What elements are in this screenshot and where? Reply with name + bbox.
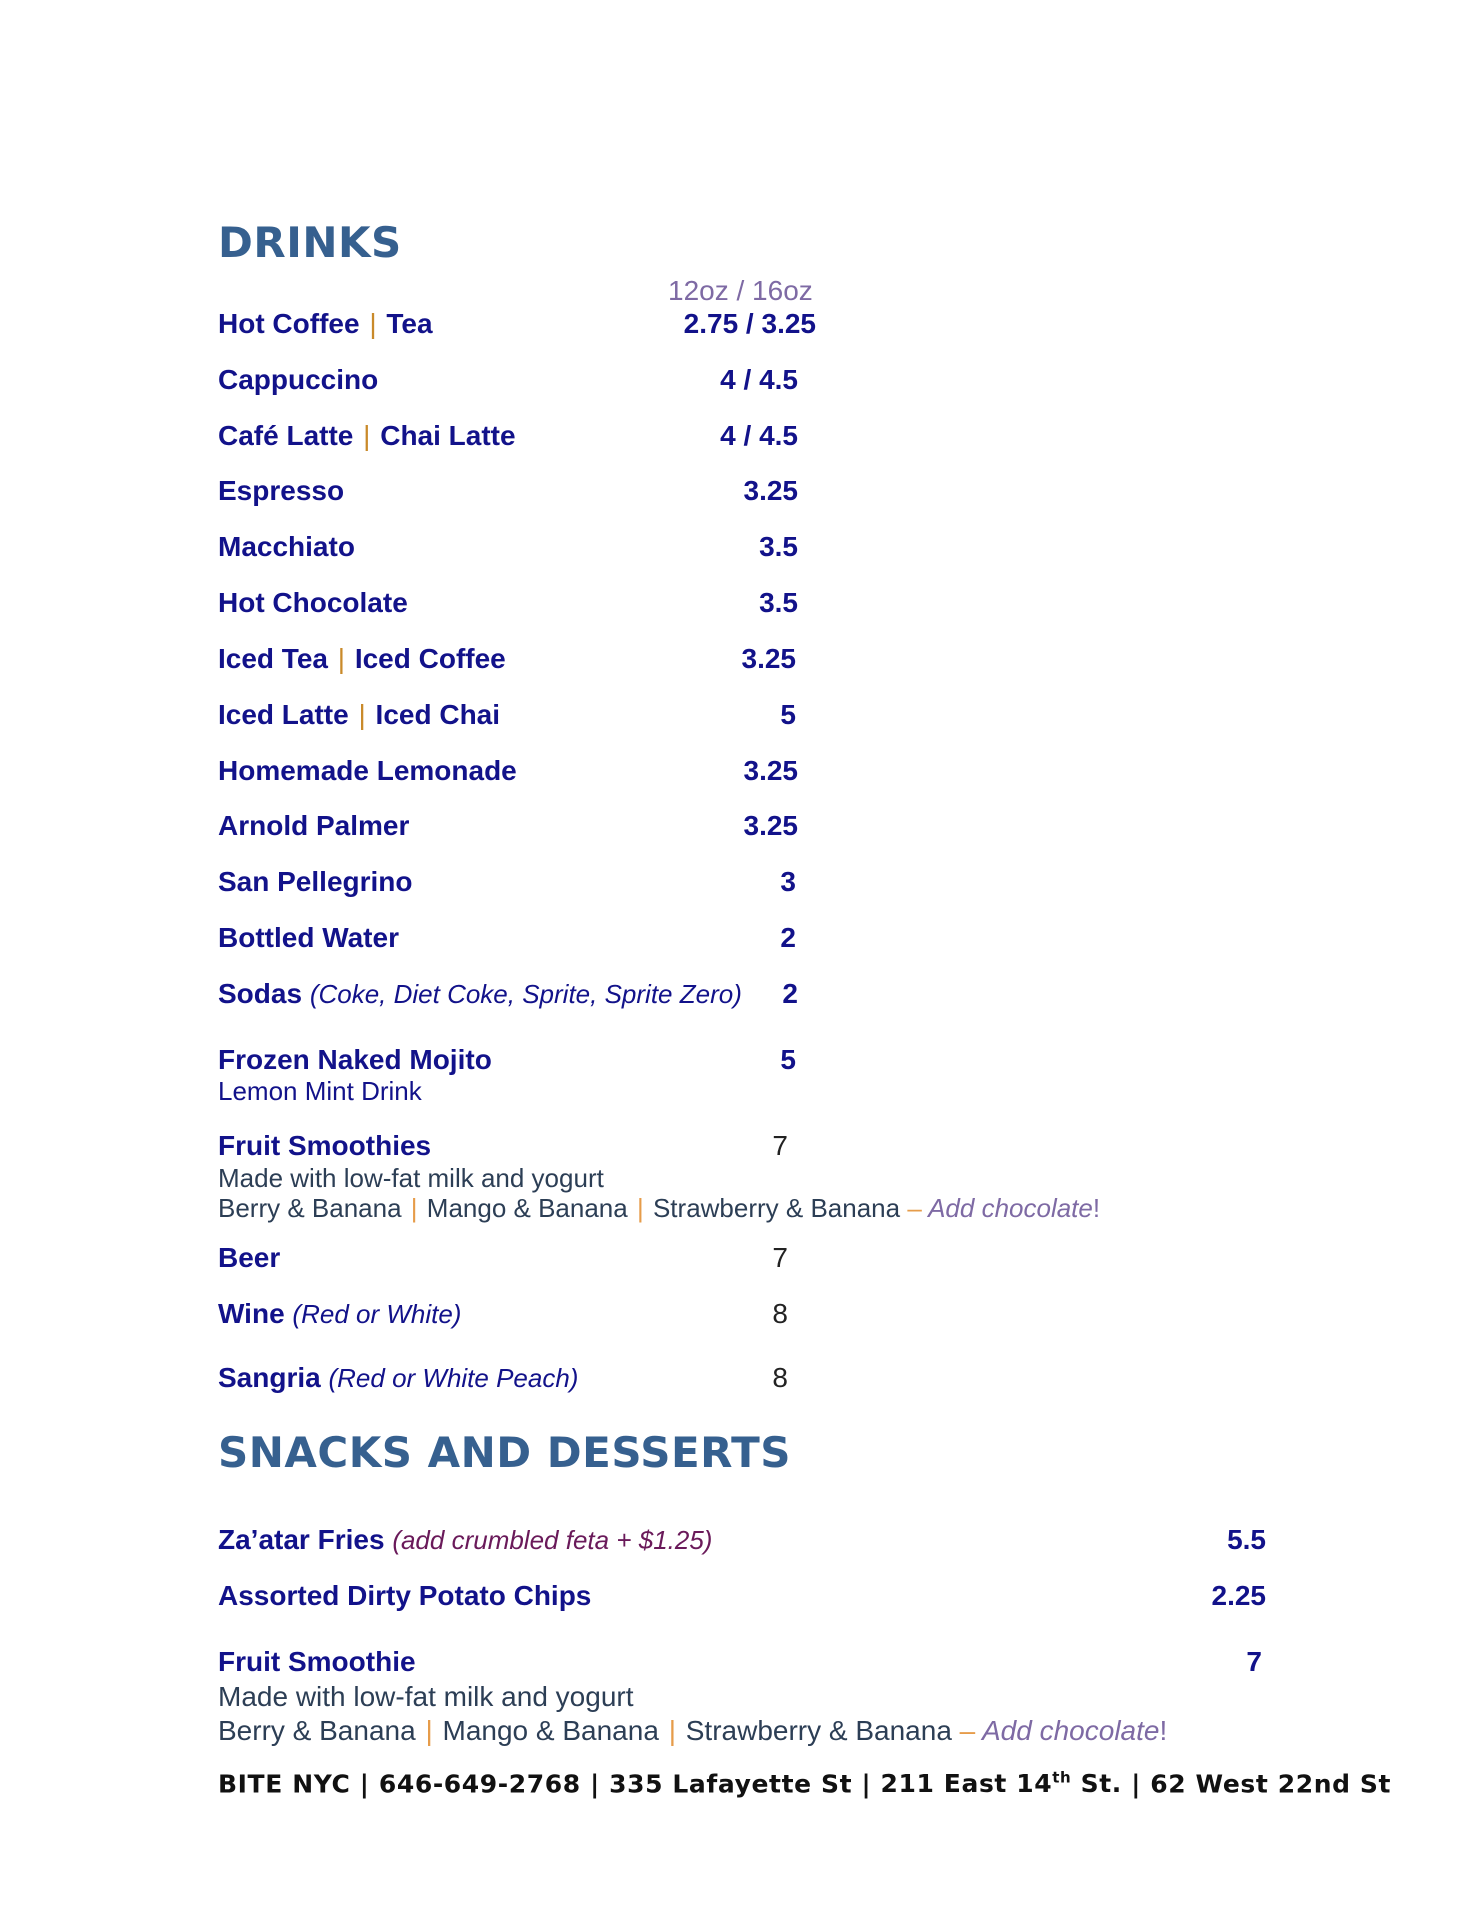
menu-item-wine bbox=[218, 1296, 788, 1336]
menu-item-san-pellegrino bbox=[218, 864, 796, 904]
menu-item-cafe-latte-chai-latte bbox=[218, 418, 798, 458]
item-name: Bottled Water bbox=[218, 922, 399, 953]
menu-item-fruit-smoothies bbox=[218, 1128, 1101, 1228]
item-name: Sangria (Red or White Peach) bbox=[218, 1362, 579, 1393]
item-price: 5.5 bbox=[1227, 1524, 1266, 1555]
menu-item-iced-tea-iced-coffee bbox=[218, 641, 796, 681]
item-price: 2 bbox=[782, 978, 798, 1009]
menu-item-zaatar-fries bbox=[218, 1522, 1266, 1562]
menu-item-sangria bbox=[218, 1360, 788, 1400]
item-note: (Red or White) bbox=[292, 1299, 462, 1329]
item-price: 3.25 bbox=[743, 810, 798, 841]
item-price: 3.25 bbox=[741, 643, 796, 674]
item-name: Sodas (Coke, Diet Coke, Sprite, Sprite Zero) bbox=[218, 978, 742, 1009]
item-price: 2.25 bbox=[1211, 1580, 1266, 1611]
item-price: 3.25 bbox=[743, 755, 798, 786]
item-price: 5 bbox=[780, 699, 796, 730]
separator: | bbox=[358, 699, 366, 730]
flavor-list: Berry & Banana | Mango & Banana | Strawberry & Banana – Add chocolate! bbox=[218, 1193, 1101, 1223]
item-price: 3 bbox=[780, 866, 796, 897]
add-chocolate-note: – Add chocolate bbox=[907, 1193, 1093, 1223]
item-name: Macchiato bbox=[218, 531, 355, 562]
item-price: 7 bbox=[772, 1130, 788, 1161]
menu-item-bottled-water bbox=[218, 920, 796, 960]
item-name: Beer bbox=[218, 1242, 281, 1273]
item-price: 4 / 4.5 bbox=[720, 420, 798, 451]
item-description: Made with low-fat milk and yogurt bbox=[218, 1163, 604, 1193]
drinks-heading: DRINKS bbox=[218, 218, 402, 267]
footer-contact: BITE NYC | 646-649-2768 | 335 Lafayette St | 211 East 14th St. | 62 West 22nd St bbox=[218, 1769, 1392, 1799]
item-name: Iced Tea | Iced Coffee bbox=[218, 643, 506, 674]
item-name: Homemade Lemonade bbox=[218, 755, 517, 786]
item-name: Hot Coffee | Tea bbox=[218, 308, 433, 339]
flavor-list: Berry & Banana | Mango & Banana | Strawberry & Banana – Add chocolate! bbox=[218, 1715, 1168, 1746]
item-price: 7 bbox=[1246, 1646, 1262, 1677]
menu-item-hot-coffee-tea bbox=[218, 306, 816, 346]
menu-item-iced-latte-iced-chai bbox=[218, 697, 796, 737]
item-name: Iced Latte | Iced Chai bbox=[218, 699, 501, 730]
item-price: 8 bbox=[772, 1298, 788, 1329]
item-name: Espresso bbox=[218, 475, 345, 506]
footer-phone: 646-649-2768 bbox=[378, 1769, 581, 1799]
menu-item-fruit-smoothie bbox=[218, 1644, 1262, 1754]
footer-address-14th: 211 East 14th St. bbox=[880, 1769, 1122, 1799]
menu-item-espresso bbox=[218, 473, 798, 513]
item-name: Wine (Red or White) bbox=[218, 1298, 462, 1329]
menu-item-dirty-potato-chips bbox=[218, 1578, 1266, 1618]
item-price: 2 bbox=[780, 922, 796, 953]
add-chocolate-note: – Add chocolate bbox=[959, 1715, 1160, 1746]
item-price: 3.25 bbox=[743, 475, 798, 506]
item-name: Cappuccino bbox=[218, 364, 379, 395]
separator: | bbox=[337, 643, 346, 674]
item-description: Lemon Mint Drink bbox=[218, 1076, 422, 1106]
item-name: Café Latte | Chai Latte bbox=[218, 420, 516, 451]
separator: | bbox=[369, 308, 377, 339]
menu-item-macchiato bbox=[218, 529, 798, 569]
footer-brand: BITE NYC bbox=[218, 1769, 351, 1799]
menu-item-sodas bbox=[218, 976, 798, 1016]
menu-item-frozen-naked-mojito bbox=[218, 1042, 796, 1112]
menu-item-cappuccino bbox=[218, 362, 798, 402]
item-price: 3.5 bbox=[759, 531, 798, 562]
menu-item-beer bbox=[218, 1240, 788, 1280]
item-description: Made with low-fat milk and yogurt bbox=[218, 1681, 634, 1712]
size-header: 12oz / 16oz bbox=[668, 275, 813, 306]
menu-item-homemade-lemonade bbox=[218, 753, 798, 793]
item-name: Fruit Smoothies bbox=[218, 1130, 432, 1161]
item-name: Fruit Smoothie bbox=[218, 1646, 416, 1677]
item-name: Hot Chocolate bbox=[218, 587, 408, 618]
menu-item-arnold-palmer bbox=[218, 808, 798, 848]
item-name: Za’atar Fries (add crumbled feta + $1.25) bbox=[218, 1524, 713, 1555]
item-note: (Coke, Diet Coke, Sprite, Sprite Zero) bbox=[309, 979, 742, 1009]
item-price: 5 bbox=[780, 1044, 796, 1075]
snacks-heading: SNACKS AND DESSERTS bbox=[218, 1428, 791, 1477]
item-name: Arnold Palmer bbox=[218, 810, 410, 841]
separator: | bbox=[363, 420, 371, 451]
item-name: San Pellegrino bbox=[218, 866, 413, 897]
item-price: 8 bbox=[772, 1362, 788, 1393]
item-name: Assorted Dirty Potato Chips bbox=[218, 1580, 592, 1611]
item-note: (add crumbled feta + $1.25) bbox=[392, 1525, 713, 1555]
menu-item-hot-chocolate bbox=[218, 585, 798, 625]
footer-address-lafayette: 335 Lafayette St bbox=[609, 1769, 853, 1799]
item-price: 7 bbox=[772, 1242, 788, 1273]
item-price: 4 / 4.5 bbox=[720, 364, 798, 395]
item-name: Frozen Naked Mojito bbox=[218, 1044, 492, 1075]
item-note: (Red or White Peach) bbox=[328, 1363, 579, 1393]
item-price: 2.75 / 3.25 bbox=[683, 308, 816, 339]
item-price: 3.5 bbox=[759, 587, 798, 618]
footer-address-22nd: 62 West 22nd St bbox=[1150, 1769, 1392, 1799]
